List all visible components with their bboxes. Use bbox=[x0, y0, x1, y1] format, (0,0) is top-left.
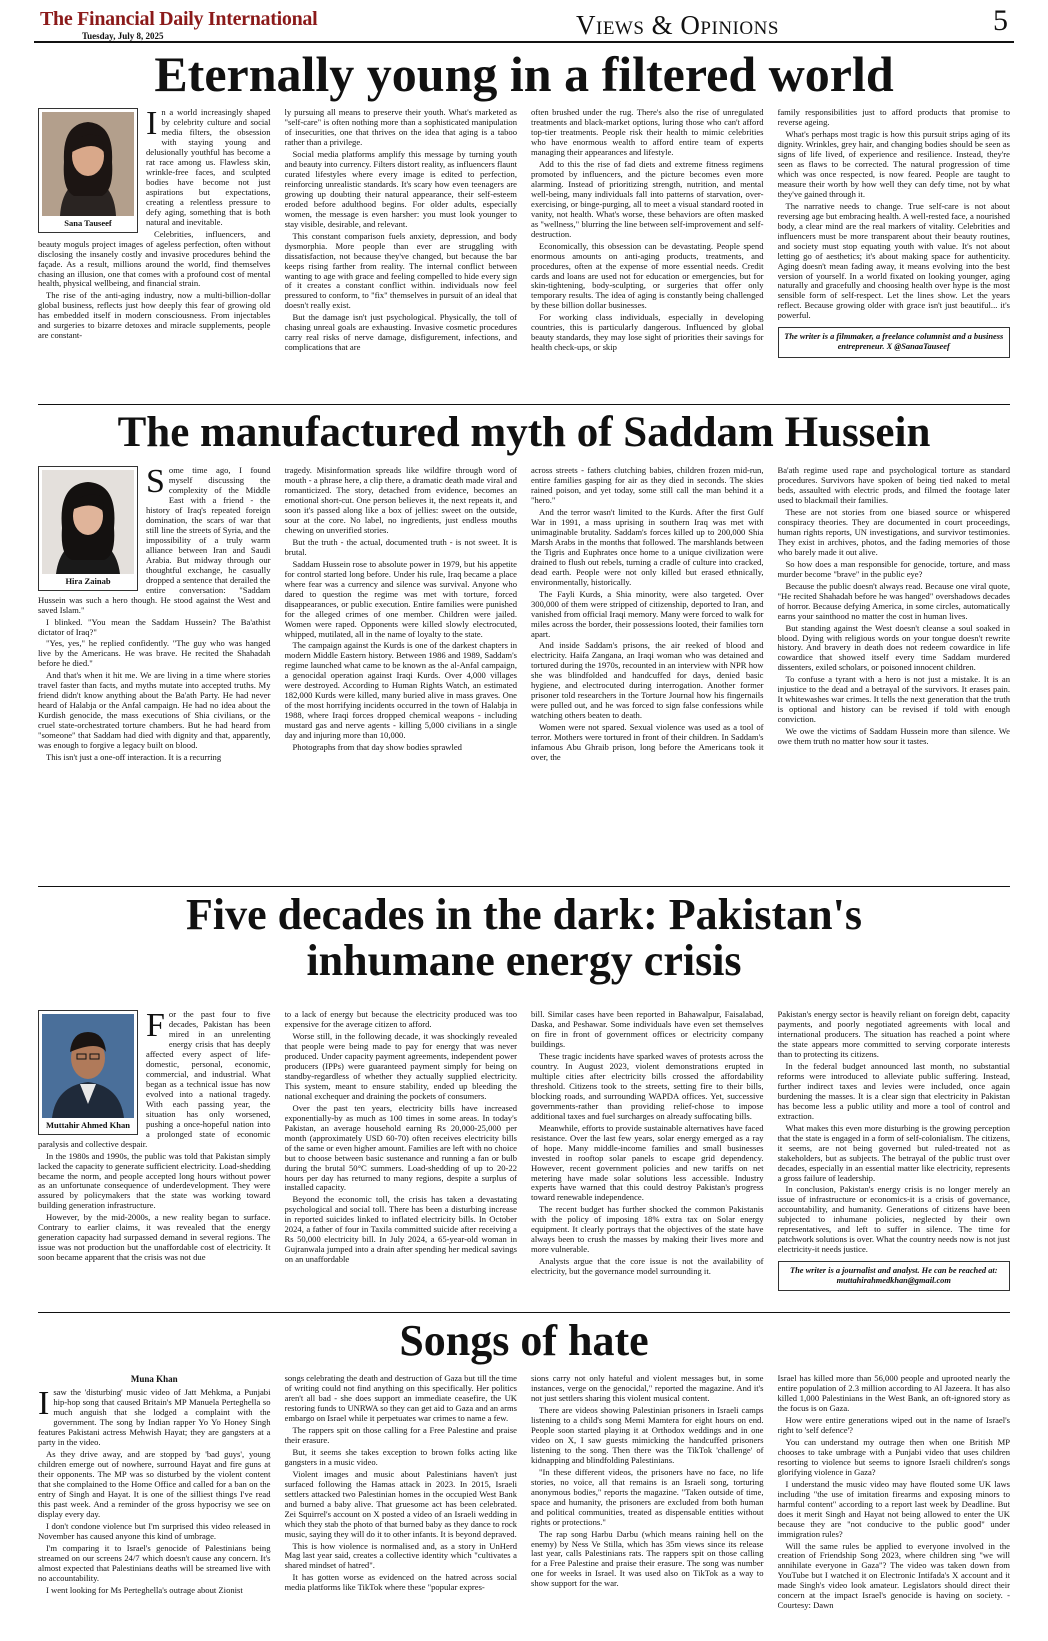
article-headline: Eternally young in a filtered world bbox=[154, 46, 894, 102]
paragraph: How were entire generations wiped out in the name of Israel's right to 'self defence'? bbox=[777, 1414, 1010, 1435]
headline-line-2: inhumane energy crisis bbox=[306, 936, 742, 986]
paragraph: bill. Similar cases have been reported in Bahawalpur, Faisalabad, Daska, and Peshawar. Some individuals have even set themselves on fire in front of government offices or electricity company buildings. bbox=[531, 1010, 764, 1049]
section-title: Views & Opinions bbox=[576, 10, 779, 40]
paragraph: The narrative needs to change. True self-care is not about reversing age but embracing health. A well-rested face, a nourished body, a clear mind are the real markers of vitality. Celebrities and influencers must be more transparent about their beauty routines, and society must stop equating youth with value. It's not about letting go of aesthetics; it's about making space for authenticity. Aging doesn't mean fading away, it means evolving into the best version of yourself. In a world fixated on looking younger, aging naturally and gracefully and choosing health over hype is the most sensible form of self-respect. Let the lines show. Let the years reflect. Because growing older with grace isn't just beautiful... it's powerful. bbox=[777, 200, 1010, 321]
article-column bbox=[285, 1010, 518, 1294]
paragraph: However, by the mid-2000s, a new reality began to surface. Contrary to earlier claims, it was revealed that the energy generation capacity had surpassed demand in several regions. The issue was not production but the unaffordable cost of electricity. It soon became apparent that the crisis was not due bbox=[38, 1212, 271, 1263]
author-portrait-image bbox=[42, 1014, 134, 1118]
paragraph: to a lack of energy but because the electricity produced was too expensive for the average citizen to afford. bbox=[284, 1010, 517, 1029]
paragraph: I saw the 'disturbing' music video of Jatt Mehkma, a Punjabi hip-hop song that caused Britain's MP Manuela Perteghella so much anguish that she lodged a complaint with the government. The song by Indian rapper Yo Yo Honey Singh features Pakistani actress Mehwish Hayat; they are gangsters at a party in the video. bbox=[38, 1385, 271, 1448]
section-divider bbox=[38, 1312, 1010, 1313]
page-number: 5 bbox=[993, 4, 1008, 37]
masthead-rule bbox=[34, 41, 1014, 43]
paragraph: But the truth - the actual, documented truth - is not sweet. It is brutal. bbox=[284, 536, 517, 557]
paragraph: Social media platforms amplify this message by turning youth and beauty into currency. Filters distort reality, as influencers flaunt curated lifestyles where every image is edited to perfection, reinforcing unrealistic standards. It's scary how even teenagers are growing up doubting their natural appearance, their self-esteem eroded before adulthood begins. For older adults, especially women, the message is even harsher: you must look younger to stay visible, desirable, and relevant. bbox=[284, 148, 517, 229]
paragraph: I'm comparing it to Israel's genocide of Palestinians being streamed on our screens 24/7 which doesn't cause any concern. It's almost expected that Palestinians deaths will be streamed live with no accountability. bbox=[38, 1542, 271, 1583]
paragraph: And that's when it hit me. We are living in a time where stories travel faster than facts, and myths mutate into accepted truths. My friend didn't know anything about the Ba'ath Party. He had never heard of Halabja or the Anfal campaign. He had no idea about the Kurdish genocide, the mass executions of Shia civilians, or the cruel state-orchestrated torture chambers. But he had heard from "someone" that Saddam had died with dignity and that, apparently, was enough to forgive a legacy built on blood. bbox=[38, 670, 271, 751]
paragraph: "In these different videos, the prisoners have no face, no life stories, no voice, all that remains is an Israeli song, torturing anonymous bodies," reports the magazine. "Taken outside of time, space and humanity, the prisoners are excluded from both human and political communities, treated as dispensable entities without rights or protections." bbox=[531, 1466, 764, 1527]
paragraph: These are not stories from one biased source or whispered conspiracy theories. They are documented in court proceedings, human rights reports, UN investigations, and survivor testimonies. They exist in archives, photos, and the fading memories of those who barely made it out alive. bbox=[777, 506, 1010, 557]
article-headline bbox=[38, 892, 1010, 984]
paragraph: In the 1980s and 1990s, the public was told that Pakistan simply lacked the capacity to generate sufficient electricity. Load-shedding became the norm, and people accepted long hours without power as an unfortunate consequence of underdevelopment. They were assured by policymakers that the state was working toward building generation infrastructure. bbox=[38, 1150, 271, 1211]
article-column bbox=[778, 1010, 1011, 1294]
article-column bbox=[778, 466, 1011, 876]
drop-cap: F bbox=[146, 1010, 165, 1044]
article-column bbox=[531, 108, 764, 398]
issue-date: Tuesday, July 8, 2025 bbox=[82, 31, 164, 41]
author-name: Sana Tauseef bbox=[64, 218, 112, 228]
article-column bbox=[38, 108, 271, 398]
article-energy-crisis bbox=[38, 892, 1010, 1296]
article-saddam-hussein bbox=[38, 410, 1010, 880]
article-body bbox=[38, 108, 1010, 398]
paragraph: "Yes, yes," he replied confidently. "The guy who was hanged live by the Americans. He was brave. He recited the Shahadah before he died." bbox=[38, 638, 271, 669]
paragraph: The rise of the anti-aging industry, now a multi-billion-dollar global business, reflects just how deeply this fear of growing old has embedded itself in modern consciousness. From injectables and surgeries to bizarre detoxes and miracle supplements, people are constant- bbox=[38, 290, 271, 341]
paragraph: Photographs from that day show bodies sprawled bbox=[292, 742, 462, 753]
paragraph: I went looking for Ms Perteghella's outrage about Zionist bbox=[46, 1584, 243, 1595]
paragraph: The rappers spit on those calling for a Free Palestine and praise their erasure. bbox=[284, 1424, 517, 1445]
author-name: Muttahir Ahmed Khan bbox=[46, 1120, 130, 1130]
paragraph: Celebrities, influencers, and beauty moguls project images of ageless perfection, often without disclosing the insanely costly and invasive procedures behind the façade. As a result, millions around the world, find themselves chasing an illusion, one that comes with a profound cost of mental health, physical wellbeing, and financial strain. bbox=[38, 228, 271, 289]
paragraph: Add to this the rise of fad diets and extreme fitness regimens promoted by influencers, and the picture becomes even more alarming. Instead of prioritizing strength, nutrition, and mental well-being, many individuals fall into patterns of starvation, over-exercising, or binge-purging, all to meet a visual standard rooted in vanity, not health. What's worse, these behaviors are often masked as "wellness," blurring the line between self-improvement and self-destruction. bbox=[531, 158, 764, 239]
author-portrait-image bbox=[42, 470, 134, 574]
paragraph: But, it seems she takes exception to brown folks acting like gangsters in a music video. bbox=[284, 1446, 517, 1467]
paragraph: I understand the music video may have flouted some UK laws including "the use of imitation firearms and exposing minors to harmful content" according to a report last week by Deadline. But does it merit Singh and Hayat not being allowed to enter the UK because they are "not conducive to the public good" under immigration rules? bbox=[777, 1478, 1010, 1539]
paragraph: For working class individuals, especially in developing countries, this is particularly dangerous. Influenced by global beauty standards, they may lose sight of priorities their savings for health check-ups, or skip bbox=[531, 312, 764, 353]
paragraph: I blinked. "You mean the Saddam Hussein? The Ba'athist dictator of Iraq?" bbox=[38, 616, 271, 637]
paragraph: I don't condone violence but I'm surprised this video released in November has caused anyone this kind of umbrage. bbox=[38, 1521, 271, 1541]
author-portrait-image bbox=[42, 112, 134, 216]
paragraph: In a world increasingly shaped by celebrity culture and social media filters, the obsession with staying young and delusionally youthful has become a rat race among us. Flawless skin, wrinkle-free faces, and sculpted bodies have become not just aspirations but expectations, creating a relentless pressure to defy aging, something that is both natural and inevitable. bbox=[146, 108, 271, 227]
paragraph: And the terror wasn't limited to the Kurds. After the first Gulf War in 1991, a mass uprising in southern Iraq was met with unimaginable brutality. Saddam's forces killed up to 200,000 Shia Marsh Arabs in the months that followed. The marshlands between the Tigris and Euphrates once home to a unique civilization were drained to flush out rebels, turning a cradle of culture into cracked, dead earth. People were not only killed but erased ethnically, environmentally, historically. bbox=[531, 506, 764, 587]
paragraph: It has gotten worse as evidenced on the hatred across social media platforms like TikTok where these "popular expres- bbox=[284, 1572, 517, 1593]
author-box bbox=[38, 108, 138, 233]
paragraph: Some time ago, I found myself discussing the complexity of the Middle East with a friend - the history of Iraq's repeated foreign domination, the scars of war that still line the streets of Syria, and the impossibility of a truly warm alliance between Iran and Saudi Arabia. But midway through our thoughtful exchange, he casually dropped a sentence that derailed the entire conversation: "Saddam Hussein was such a hero though. He stood against the West and saved Islam." bbox=[38, 466, 271, 615]
author-name: Hira Zainab bbox=[65, 576, 111, 586]
article-column bbox=[285, 466, 518, 876]
section-divider bbox=[38, 404, 1010, 405]
paragraph: These tragic incidents have sparked waves of protests across the country. In August 2023, violent demonstrations erupted in multiple cities after electricity bills crossed the affordability threshold. Citizens took to the streets, setting fire to their bills, blocking roads, and surrounding WAPDA offices. Yet, successive governments-rather than providing relief-chose to impose additional taxes and fuel surcharges on already suffocating bills. bbox=[531, 1050, 764, 1121]
paragraph: To confuse a tyrant with a hero is not just a mistake. It is an injustice to the dead and a betrayal of the survivors. It erases pain. It whitewashes war crimes. It tells the next generation that the truth is optional and history can be revised if told with enough conviction. bbox=[777, 674, 1010, 725]
drop-cap: I bbox=[146, 108, 158, 142]
masthead bbox=[34, 4, 1014, 44]
paragraph: Saddam Hussein rose to absolute power in 1979, but his appetite for control started long before. Under his rule, Iraq became a place where fear was a currency and silence was survival. Anyone who dared to question the regime was met with torture, forced disappearances, or public execution. Entire families were punished for the alleged crimes of one member. Children were jailed. Women were raped. Opponents were killed slowly electrocuted, whipped, mutilated, all in the name of loyalty to the state. bbox=[284, 558, 517, 639]
paragraph: There are videos showing Palestinian prisoners in Israeli camps listening to a child's song Memi Mamtera for eight hours on end. People soon started playing it at Orthodox weddings and in one video on X, I saw guests mimicking the handcuffed prisoners listening to the song. Then there was the TikTok 'challenge' of kidnapping and blindfolding Palestinians. bbox=[531, 1404, 764, 1465]
paragraph: songs celebrating the death and destruction of Gaza but till the time of writing could not find anything on this specifically. Her politics aren't all bad - she does support an immediate ceasefire, the UK restoring funds to UNRWA so they can get aid to Gaza and an arms embargo on Israel while it perpetuates war crimes to name a few. bbox=[284, 1374, 517, 1423]
paragraph: This isn't just a one-off interaction. It is a recurring bbox=[46, 752, 222, 763]
article-body bbox=[38, 1374, 1010, 1636]
article-body bbox=[38, 466, 1010, 876]
paragraph: Because the public doesn't always read. Because one viral quote, "He recited Shahadah before he was hanged" overshadows decades of horror. Because defying America, in some circles, automatically earns your sainthood no matter the cost in human lives. bbox=[777, 580, 1010, 621]
paragraph: Worse still, in the following decade, it was shockingly revealed that people were being made to pay for energy that was never produced. Under capacity payment agreements, independent power producers (IPPs) were guaranteed payment simply for being on standby-regardless of whether they actually supplied electricity. This system, meant to ensure stability, ended up bleeding the national exchequer and draining the pockets of consumers. bbox=[284, 1030, 517, 1101]
paragraph: What makes this even more disturbing is the growing perception that the state is engaged in a form of self-colonialism. The citizens, it seems, are not being governed but ruled-treated not as stakeholders, but as subjects. The betrayal of the public trust over decades, especially in an essential matter like electricity, represents a gross failure of leadership. bbox=[777, 1122, 1010, 1183]
article-column bbox=[38, 466, 271, 876]
paragraph: Economically, this obsession can be devastating. People spend enormous amounts on anti-aging products, treatments, and procedures, often at the expense of more essential needs. Credit cards and loans are used not for education or emergencies, but for skin-tightening, body-sculpting, or surgeries that offer only temporary results. The idea of aging is constantly being challenged by these billion dollar businesses. bbox=[531, 240, 764, 311]
writer-note: The writer is a journalist and analyst. He can be reached at: muttahirahmedkhan@gmail.com bbox=[778, 1261, 1011, 1291]
headline-line-1: Five decades in the dark: Pakistan's bbox=[186, 890, 862, 939]
paragraph: So how does a man responsible for genocide, torture, and mass murder become "brave" in the public eye? bbox=[777, 558, 1010, 579]
author-box bbox=[38, 466, 138, 591]
paragraph: Pakistan's energy sector is heavily reliant on foreign debt, capacity payments, and poorly negotiated agreements with local and international producers. The situation has reached a point where the state appears more committed to serving corporate interests than to protecting its citizens. bbox=[777, 1010, 1010, 1059]
article-column bbox=[778, 1374, 1011, 1636]
article-headline: The manufactured myth of Saddam Hussein bbox=[117, 409, 931, 456]
drop-cap: S bbox=[146, 466, 165, 500]
paper-name: The Financial Daily International bbox=[40, 8, 318, 30]
paragraph: The rap song Harbu Darbu (which means raining hell on the enemy) by Ness Ve Stilla, which has 35m views since its release last year, calls Palestinians rats. The rappers spit on those calling for a Free Palestine and praise their erasure. The song was number one for weeks in Israel. It was used also on TikTok as a way to show support for the war. bbox=[531, 1528, 764, 1589]
author-box bbox=[38, 1010, 138, 1135]
writer-note: The writer is a filmmaker, a freelance columnist and a business entrepreneur. X @SanaaTauseef bbox=[778, 327, 1011, 357]
byline: Muna Khan bbox=[130, 1374, 178, 1384]
paragraph: But the damage isn't just psychological. Physically, the toll of chasing unreal goals are exhausting. Invasive cosmetic procedures carry real risks of nerve damage, disfigurement, infections, and complications that are bbox=[284, 312, 517, 353]
article-column bbox=[38, 1010, 271, 1294]
paragraph: tragedy. Misinformation spreads like wildfire through word of mouth - a phrase here, a clip there, a dramatic death made viral and romanticized. The story, detached from evidence, becomes an emotional short-cut. One person believes it, the next repeats it, and soon it's passed along like a box of jellies: sweet on the outside, sour at the core. No label, no ingredients, just endless mouths chewing on unverified stories. bbox=[284, 466, 517, 535]
paragraph: This is how violence is normalised and, as a story in UnHerd Mag last year said, creates a collective identity which "cultivates a shared mindset of hatred". bbox=[284, 1540, 517, 1571]
article-column bbox=[531, 1374, 764, 1636]
paragraph: The recent budget has further shocked the common Pakistanis with the policy of imposing 18% extra tax on Solar energy equipment. It clearly portrays that the objectives of the state have always been to crush the masses by making their lives more and more vulnerable. bbox=[531, 1204, 764, 1255]
article-column bbox=[778, 108, 1011, 398]
paragraph: In conclusion, Pakistan's energy crisis is no longer merely an issue of infrastructure or economics-it is a crisis of governance, accountability, and humanity. Generations of citizens have been subjected to inhumane policies, neglected by their own representatives, and left to suffer in silence. The time for patchwork solutions is over. What the country needs now is not just electricity-it needs justice. bbox=[777, 1184, 1010, 1255]
paragraph: across streets - fathers clutching babies, children frozen mid-run, entire families gasping for air as they died in seconds. The skies rained poison, and yet today, some still call the man behind it a "hero." bbox=[531, 466, 764, 505]
paragraph: The Fayli Kurds, a Shia minority, were also targeted. Over 300,000 of them were stripped of citizenship, deported to Iran, and vanished from official Iraqi memory. Many were forced to walk for miles across the border, their possessions looted, their families torn apart. bbox=[531, 588, 764, 639]
article-column bbox=[285, 1374, 518, 1636]
paragraph: The campaign against the Kurds is one of the darkest chapters in modern Middle Eastern history. Between 1986 and 1989, Saddam's regime launched what came to be known as the al-Anfal campaign, a genocidal operation against Iraqi Kurds. Over 4,000 villages were destroyed. According to Human Rights Watch, an estimated 182,000 Kurds were killed, many buried alive in mass graves. One of the most horrifying incidents occurred in the town of Halabja in 1988, where Iraqi forces dropped chemical weapons - including mustard gas and nerve agents - killing 5,000 civilians in a single day and injuring more than 10,000. bbox=[284, 640, 517, 741]
paragraph: In the federal budget announced last month, no substantial reforms were introduced to alleviate public suffering. Instead, further indirect taxes and levies were included, once again burdening the masses. It is a clear sign that electricity in Pakistan has become less a public utility and more a tool of control and extraction. bbox=[777, 1060, 1010, 1121]
author-photo bbox=[42, 112, 134, 216]
article-column bbox=[531, 466, 764, 876]
article-body bbox=[38, 1010, 1010, 1294]
article-column bbox=[531, 1010, 764, 1294]
paragraph: And inside Saddam's prisons, the air reeked of blood and electricity. Haifa Zangana, an Iraqi woman who was detained and tortured during the 1970s, recounted in an interview with NPR how she was blindfolded and handcuffed for days, denied basic hygiene, and electrocuted during interrogation. Another former prisoner told researchers in the Torture Journal how his fingernails were pulled out, and he was forced to sign false confessions while watching others beaten to death. bbox=[531, 640, 764, 721]
paragraph: ly pursuing all means to preserve their youth. What's marketed as "self-care" is often nothing more than a sophisticated manipulation of insecurities, one that thrives on the idea that aging is a taboo rather than a privilege. bbox=[284, 108, 517, 147]
paragraph: Meanwhile, efforts to provide sustainable alternatives have faced resistance. Over the last few years, solar energy emerged as a ray of hope. Many middle-income families and small businesses invested in rooftop solar panels to escape grid dependency. However, recent government policies and new tariffs on net metering have made solar solutions less accessible. Industry experts have warned that this could destroy Pakistan's progress toward renewable independence. bbox=[531, 1122, 764, 1203]
paragraph: We owe the victims of Saddam Hussein more than silence. We owe them truth no matter how sour it tastes. bbox=[777, 726, 1010, 747]
paragraph: You can understand my outrage then when one British MP chooses to take umbrage with a Punjabi video that uses children resorting to violence but seems to ignore Israeli children's songs glorifying violence in Gaza? bbox=[777, 1436, 1010, 1477]
paragraph: Ba'ath regime used rape and psychological torture as standard procedures. Survivors have spoken of being tied naked to metal beds, assaulted with electric prods, and filmed the footage later used to blackmail their families. bbox=[777, 466, 1010, 505]
article-headline: Songs of hate bbox=[399, 1316, 649, 1365]
paragraph: family responsibilities just to afford products that promise to reverse ageing. bbox=[777, 108, 1010, 127]
paragraph: What's perhaps most tragic is how this pursuit strips aging of its dignity. Wrinkles, grey hair, and changing bodies should be seen as signs of life lived, of experience and resilience. Instead, they're seen as flaws to be corrected. The natural progression of time which was once respected, is now feared. People are taught to measure their worth by how well they can defy time, not by what they've gained through it. bbox=[777, 128, 1010, 199]
paragraph: Beyond the economic toll, the crisis has taken a devastating psychological and social toll. There has been a disturbing increase in reported suicides linked to inflated electricity bills. In October 2024, a father of four in Taxila committed suicide after receiving a Rs 50,000 electricity bill. In July 2024, a 65-year-old woman in Gujranwala jumped into a drain after spending her medical savings on an unaffordable bbox=[284, 1194, 517, 1265]
article-column bbox=[285, 108, 518, 398]
article-songs-of-hate bbox=[38, 1318, 1010, 1638]
section-divider bbox=[38, 886, 1010, 887]
paragraph: Israel has killed more than 56,000 people and uprooted nearly the entire population of 2.3 million according to Al Jazeera. It has also killed 1,000 Palestinians in the West Bank, an oft-ignored story as the focus is on Gaza. bbox=[777, 1374, 1010, 1413]
paragraph: This constant comparison fuels anxiety, depression, and body dysmorphia. More people than ever are struggling with dissatisfaction, not because they've changed, but because the bar keeps rising farther from reality. The internal conflict between wanting to age with grace and feeling compelled to hide every sign of it creates a constant conflict within. individuals now feel pressured to conform, to "fix" themselves in pursuit of an ideal that doesn't really exist. bbox=[284, 230, 517, 311]
paragraph: Women were not spared. Sexual violence was used as a tool of terror. Mothers were tortured in front of their children. In Saddam's infamous Abu Ghraib prison, long before the Americans took it over, the bbox=[531, 722, 764, 763]
paragraph: Over the past ten years, electricity bills have increased exponentially-by as much as 100 times in some areas. In today's Pakistan, an average household earning Rs 20,000-25,000 per month (approximately USD 60-70) often receives electricity bills of the same or even higher amount. Families are left with no choice but to choose between basic sustenance and running a fan or bulb during the brutal 50°C summers. Load-shedding of up to 20-22 hours per day has returned to many regions, despite a surplus of installed capacity. bbox=[284, 1102, 517, 1193]
author-photo bbox=[42, 1014, 134, 1118]
paragraph: But standing against the West doesn't cleanse a soul soaked in blood. Dying with religious words on your tongue doesn't rewrite history. And bravery in death does not redeem cowardice in life cowardice that showed itself every time Saddam murdered dissenters, exiled scholars, or poisoned innocent children. bbox=[777, 622, 1010, 673]
drop-cap: I bbox=[38, 1385, 50, 1423]
paragraph: often brushed under the rug. There's also the rise of unregulated treatments and black-market options, luring those who can't afford top-tier treatments. People risk their health to mimic celebrities who have enormous wealth to afford entire team of experts managing their appearances and lifestyle. bbox=[531, 108, 764, 157]
author-photo bbox=[42, 470, 134, 574]
paragraph: For the past four to five decades, Pakistan has been mired in an unrelenting energy crisis that has deeply affected every aspect of life-domestic, personal, economic, commercial, and industrial. What began as a technical issue has now evolved into a national tragedy. With each passing year, the situation has only worsened, pushing a once-hopeful nation into a prolonged state of economic paralysis and collective despair. bbox=[38, 1010, 271, 1149]
paragraph: Violent images and music about Palestinians haven't just surfaced following the Hamas attack in 2023. In 2015, Israeli settlers attacked two Palestinian homes in the occupied West Bank and burned a baby alive. That gruesome act has been celebrated. Zei Squirrel's account on X posted a video of an Israeli wedding in which they stab the photo of that burned baby as they dance to rock music, saying they will do it to other infants. It is beyond depraved. bbox=[284, 1468, 517, 1539]
paragraph: Analysts argue that the core issue is not the availability of electricity, but the governance model surrounding it. bbox=[531, 1256, 764, 1277]
paragraph: As they drive away, and are stopped by 'bad guys', young children emerge out of nowhere, surround Hayat and fire guns at their opponents. The MP was so disturbed by the violent content that she complained to the Home Office and called for a ban on the entry of Singh and Hayat. It is one of the silliest things I've read this past week. And a reminder of the gross hypocrisy we see on display every day. bbox=[38, 1449, 271, 1520]
paragraph: Will the same rules be applied to everyone involved in the creation of Friendship Song 2023, where children sing "we will annihilate everyone in Gaza"? The video was taken down from YouTube but I watched it on Electronic Intifada's X account and it made Singh's video look amateur. Legislators should direct their concern at the impact Israel's genocide is having on society. -Courtesy: Dawn bbox=[777, 1540, 1010, 1611]
article-column bbox=[38, 1374, 271, 1636]
paragraph: sions carry not only hateful and violent messages but, in some instances, verge on the genocidal," reported the magazine. And it's not just settlers sharing this violent musical content. bbox=[531, 1374, 764, 1403]
article-eternally-young bbox=[38, 48, 1010, 400]
